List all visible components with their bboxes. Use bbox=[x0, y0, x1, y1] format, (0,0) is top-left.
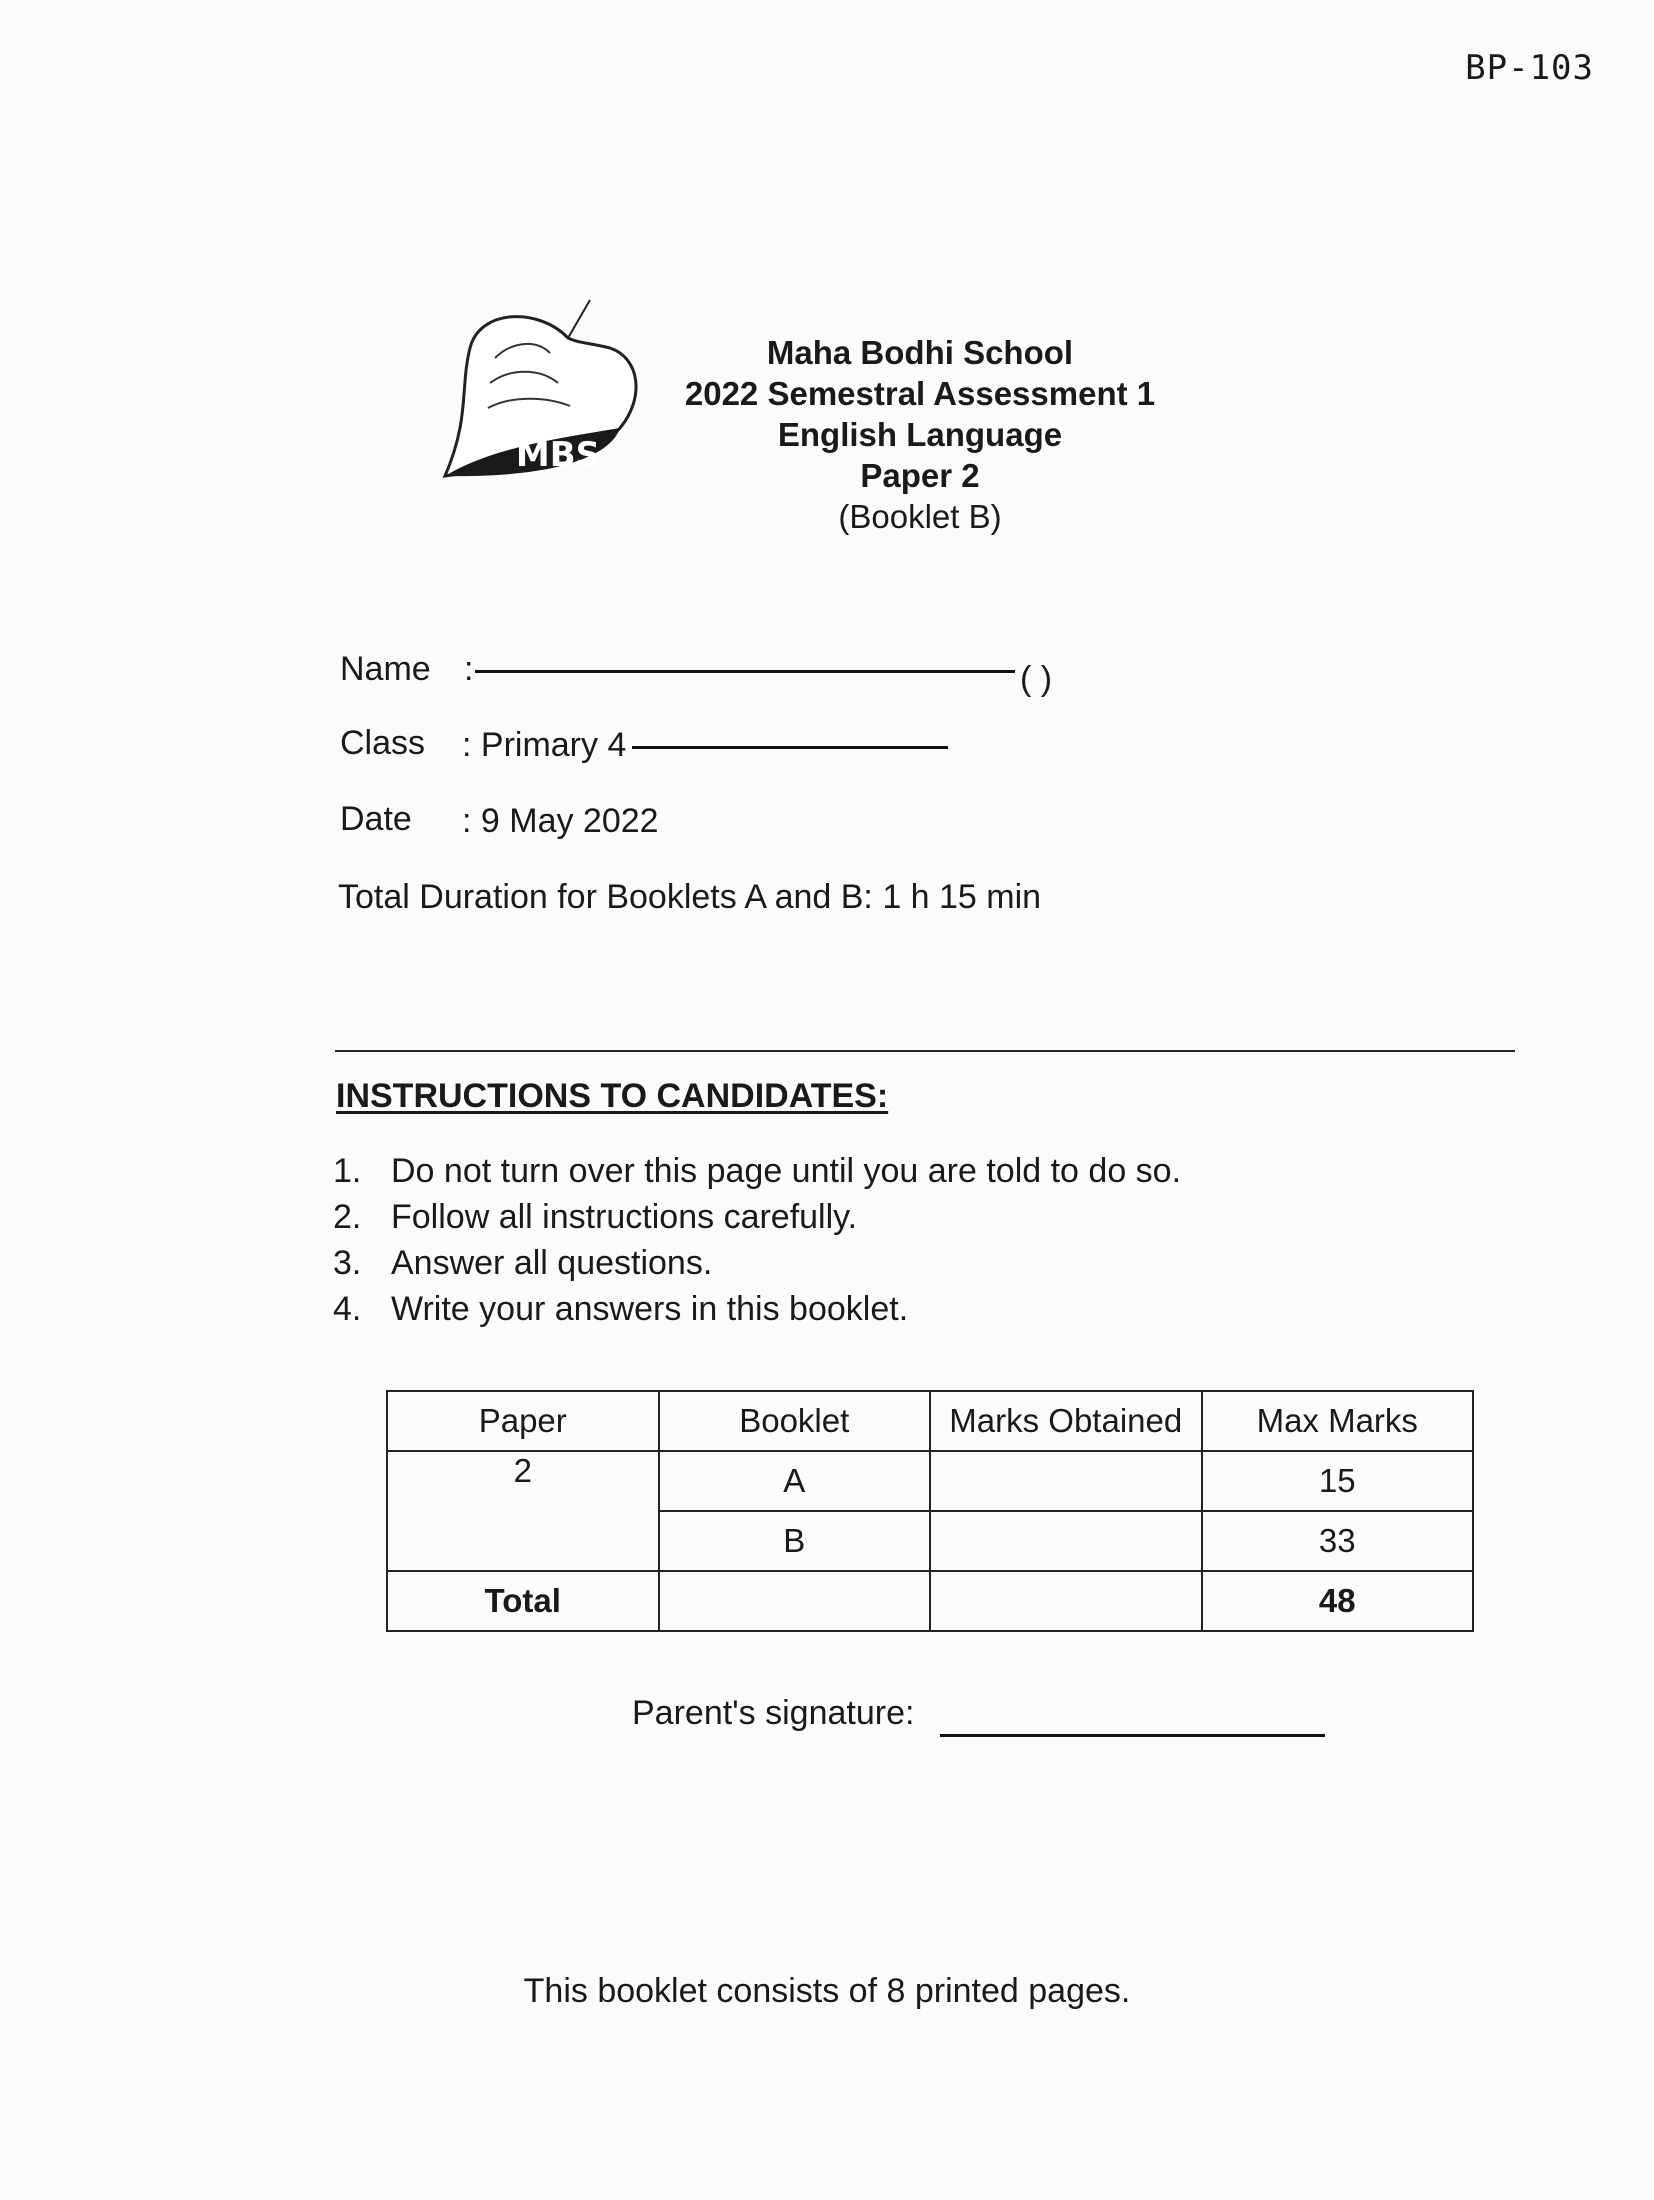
header-marks-obtained: Marks Obtained bbox=[930, 1391, 1202, 1451]
signature-field[interactable] bbox=[940, 1734, 1325, 1737]
table-header-row bbox=[387, 1391, 1473, 1451]
table-total-row bbox=[387, 1571, 1473, 1631]
school-name: Maha Bodhi School bbox=[766, 334, 1074, 371]
total-booklet-cell bbox=[659, 1571, 931, 1631]
class-label: Class bbox=[340, 724, 426, 762]
paper-cell-empty bbox=[387, 1511, 659, 1571]
marks-obtained-cell[interactable] bbox=[930, 1511, 1202, 1571]
subject-title: English Language bbox=[777, 416, 1063, 453]
class-value: : Primary 4 bbox=[462, 726, 627, 764]
instructions-heading: INSTRUCTIONS TO CANDIDATES: bbox=[336, 1077, 889, 1115]
booklet-cell: B bbox=[659, 1511, 931, 1571]
instruction-item: 4. Write your answers in this booklet. bbox=[333, 1290, 909, 1328]
booklet-title: (Booklet B) bbox=[838, 498, 1002, 535]
max-marks-cell: 15 bbox=[1202, 1451, 1474, 1511]
header-max-marks: Max Marks bbox=[1202, 1391, 1474, 1451]
header-booklet: Booklet bbox=[659, 1391, 931, 1451]
total-obtained-cell[interactable] bbox=[930, 1571, 1202, 1631]
page-count-note: This booklet consists of 8 printed pages. bbox=[523, 1972, 1131, 2010]
register-number-field[interactable]: ( ) bbox=[1020, 660, 1053, 698]
total-label: Total bbox=[387, 1571, 659, 1631]
class-field[interactable] bbox=[632, 746, 948, 749]
name-field[interactable] bbox=[475, 670, 1015, 673]
instruction-item: 1. Do not turn over this page until you are told to do so. bbox=[333, 1152, 1182, 1190]
instruction-item: 3. Answer all questions. bbox=[333, 1244, 713, 1282]
date-value: : 9 May 2022 bbox=[462, 802, 659, 840]
divider bbox=[335, 1050, 1515, 1052]
table-row bbox=[387, 1451, 1473, 1511]
marks-table bbox=[386, 1390, 1474, 1632]
paper-cell: 2 bbox=[387, 1451, 659, 1511]
max-marks-cell: 33 bbox=[1202, 1511, 1474, 1571]
name-label: Name bbox=[340, 650, 431, 688]
logo-text: MBS bbox=[515, 435, 601, 475]
name-colon: : bbox=[464, 650, 474, 688]
duration-text: Total Duration for Booklets A and B: 1 h 15 min bbox=[338, 878, 1042, 916]
signature-label: Parent's signature: bbox=[632, 1694, 915, 1732]
assessment-title: 2022 Semestral Assessment 1 bbox=[684, 375, 1156, 412]
page-code: BP-103 bbox=[1465, 48, 1594, 88]
table-row bbox=[387, 1511, 1473, 1571]
school-logo bbox=[440, 298, 650, 488]
date-label: Date bbox=[340, 800, 412, 838]
instructions-list bbox=[333, 1148, 1181, 1332]
instruction-item: 2. Follow all instructions carefully. bbox=[333, 1198, 858, 1236]
booklet-cell: A bbox=[659, 1451, 931, 1511]
paper-title: Paper 2 bbox=[860, 457, 980, 494]
marks-obtained-cell[interactable] bbox=[930, 1451, 1202, 1511]
header-paper: Paper bbox=[387, 1391, 659, 1451]
total-max-cell: 48 bbox=[1202, 1571, 1474, 1631]
title-block bbox=[640, 332, 1200, 537]
